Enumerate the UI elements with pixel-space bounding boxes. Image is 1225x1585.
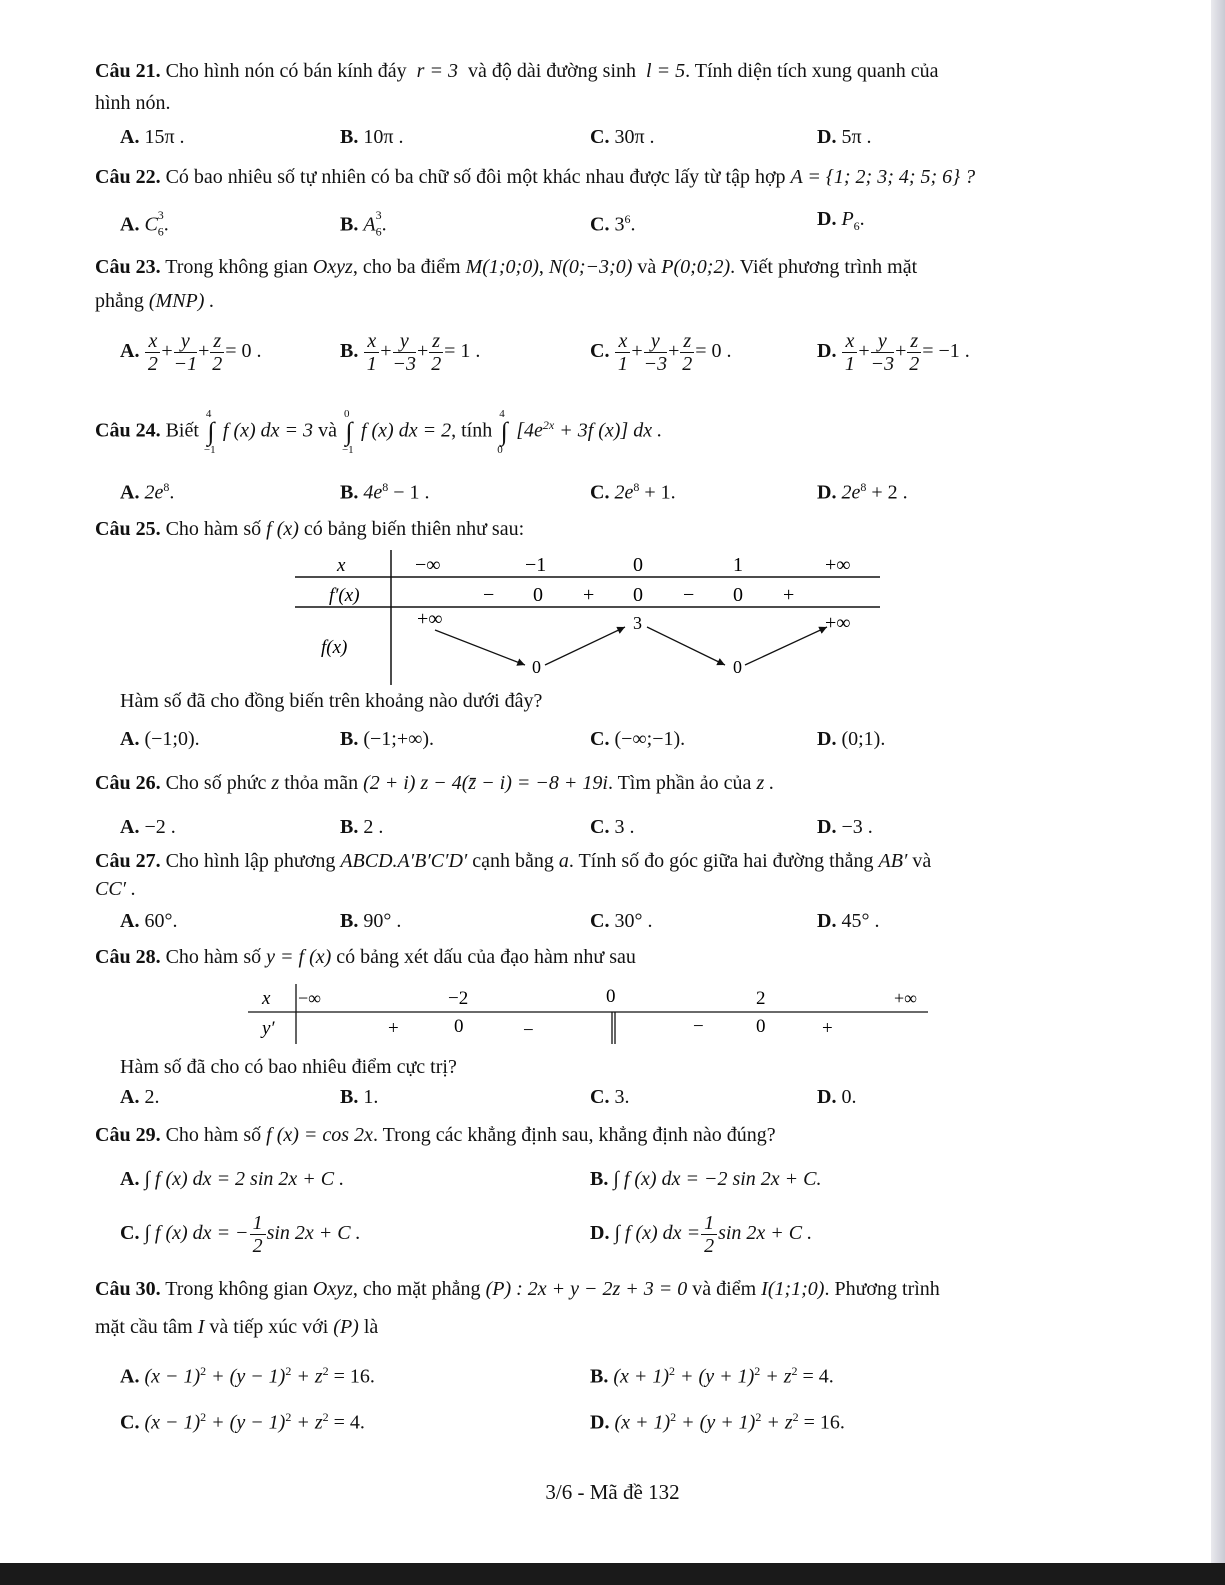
integral-sign: ∫ 4 −1	[203, 408, 216, 457]
question-label: Câu 30.	[95, 1278, 161, 1300]
page-footer: 3/6 - Mã đề 132	[545, 1480, 680, 1504]
sign: −	[693, 1016, 704, 1037]
question-label: Câu 29.	[95, 1124, 161, 1146]
x-value: −1	[525, 554, 547, 576]
x-value: −2	[448, 988, 469, 1009]
option-d[interactable]: D. 0.	[817, 1086, 857, 1108]
question-21-line2: hình nón.	[95, 92, 171, 114]
bottom-bar	[0, 1563, 1225, 1585]
option-b[interactable]: B. 90° .	[340, 910, 402, 932]
f-value: 3	[633, 613, 642, 633]
x-value: 0	[606, 986, 616, 1007]
yprime-label: y′	[262, 1018, 275, 1039]
x-value: −∞	[415, 554, 441, 576]
sign: −	[523, 1020, 534, 1041]
question-label: Câu 24.	[95, 419, 161, 442]
sign: −	[683, 584, 695, 606]
option-a[interactable]: A. $2e^8$.	[120, 480, 175, 504]
question-label: Câu 21.	[95, 60, 161, 82]
option-c[interactable]: C. $\frac{x}{1}$ + $\frac{y}{-3}$ + $\frac{z}{2}$ = 0 .	[590, 330, 732, 375]
option-c[interactable]: C. ∫ f (x) dx = − $\frac{1}{2}$ sin 2x + C .	[120, 1212, 361, 1257]
x-value: +∞	[825, 554, 851, 576]
sign: 0	[633, 584, 643, 606]
sign: 0	[533, 584, 543, 606]
sign: −	[483, 584, 495, 606]
option-c[interactable]: C. 30° .	[590, 910, 653, 932]
question-label: Câu 25.	[95, 518, 161, 540]
option-a[interactable]: A. −2 .	[120, 816, 176, 838]
question-label: Câu 23.	[95, 256, 161, 278]
question-30-line2: mặt cầu tâm I và tiếp xúc với (P) là	[95, 1316, 379, 1338]
x-value: 2	[756, 988, 766, 1009]
question-22	[95, 162, 1085, 192]
sign: +	[783, 584, 795, 606]
question-label: Câu 22.	[95, 166, 161, 188]
option-c[interactable]: C. $3^6$.	[590, 212, 636, 236]
option-d[interactable]: D. −3 .	[817, 816, 873, 838]
question-23-line2: phẳng (MNP) .	[95, 290, 215, 312]
question-30: Câu 30. Trong không gian Oxyz, cho mặt phẳng (P) : 2x + y − 2z + 3 = 0 và điểm I(1;1;0). Phương trình	[95, 1278, 940, 1300]
option-d[interactable]: D. $P_6$.	[817, 208, 865, 233]
option-a[interactable]: A. 2.	[120, 1086, 160, 1108]
option-a[interactable]: A. 60°.	[120, 910, 178, 932]
question-27-line2: CC′ .	[95, 878, 137, 900]
option-a[interactable]: A. $C_6^3$.	[120, 208, 169, 239]
x-label: x	[262, 988, 271, 1009]
option-b[interactable]: B. 2 .	[340, 816, 384, 838]
variation-table	[295, 545, 885, 690]
question-25-prompt: Hàm số đã cho đồng biến trên khoảng nào dưới đây?	[120, 690, 543, 712]
option-c[interactable]: C. $(x - 1)^2 + (y - 1)^2 + z^2 = 4$.	[120, 1410, 365, 1434]
option-d[interactable]: D. $\frac{x}{1}$ + $\frac{y}{-3}$ + $\frac{z}{2}$ = −1 .	[817, 330, 970, 375]
option-c[interactable]: C. 30π .	[590, 126, 655, 148]
integral-sign: ∫ 4 0	[497, 408, 508, 457]
sign: 0	[454, 1016, 464, 1037]
question-28-prompt: Hàm số đã cho có bao nhiêu điểm cực trị?	[120, 1056, 457, 1078]
sign: +	[822, 1018, 833, 1039]
option-d[interactable]: D. ∫ f (x) dx = $\frac{1}{2}$ sin 2x + C .	[590, 1212, 813, 1257]
math-expr: A = {1; 2; 3; 4; 5; 6} ?	[790, 166, 976, 188]
question-text: Cho hình nón có bán kính đáy	[165, 60, 407, 82]
option-a[interactable]: A. $(x - 1)^2 + (y - 1)^2 + z^2 = 16$.	[120, 1364, 375, 1388]
option-b[interactable]: B. 10π .	[340, 126, 404, 148]
option-c[interactable]: C. 3 .	[590, 816, 635, 838]
option-b[interactable]: B. $(x + 1)^2 + (y + 1)^2 + z^2 = 4$.	[590, 1364, 834, 1388]
question-27: Câu 27. Cho hình lập phương ABCD.A′B′C′D′ cạnh bằng a. Tính số đo góc giữa hai đường thẳng AB′ và	[95, 850, 932, 872]
option-d[interactable]: D. 45° .	[817, 910, 880, 932]
question-text: Có bao nhiêu số tự nhiên có ba chữ số đôi một khác nhau được lấy từ tập hợp	[165, 166, 786, 188]
x-value: 1	[733, 554, 743, 576]
f-value: +∞	[417, 608, 443, 630]
option-b[interactable]: B. $4e^8 - 1$ .	[340, 480, 430, 504]
question-29: Câu 29. Cho hàm số f (x) = cos 2x. Trong các khẳng định sau, khẳng định nào đúng?	[95, 1124, 776, 1146]
option-a[interactable]: A. (−1;0).	[120, 728, 200, 750]
math-expr: l = 5	[646, 60, 686, 82]
option-b[interactable]: B. ∫ f (x) dx = −2 sin 2x + C.	[590, 1168, 822, 1190]
option-c[interactable]: C. (−∞;−1).	[590, 728, 686, 750]
sign: +	[388, 1018, 399, 1039]
x-value: +∞	[894, 988, 917, 1008]
option-b[interactable]: B. (−1;+∞).	[340, 728, 435, 750]
option-c[interactable]: C. $2e^8 + 1$.	[590, 480, 676, 504]
option-b[interactable]: B. $\frac{x}{1}$ + $\frac{y}{-3}$ + $\frac{z}{2}$ = 1 .	[340, 330, 481, 375]
question-25: Câu 25. Cho hàm số f (x) có bảng biến thiên như sau:	[95, 518, 525, 540]
f-value: 0	[733, 657, 742, 677]
option-a[interactable]: A. 15π .	[120, 126, 185, 148]
sign: 0	[733, 584, 743, 606]
f-label: f(x)	[321, 637, 348, 658]
option-d[interactable]: D. 5π .	[817, 126, 872, 148]
x-value: −∞	[298, 988, 321, 1008]
x-value: 0	[633, 554, 643, 576]
sign: 0	[756, 1016, 766, 1037]
sign: +	[583, 584, 595, 606]
question-26: Câu 26. Cho số phức z thỏa mãn (2 + i) z − 4(z̄ − i) = −8 + 19i. Tìm phần ảo của z .	[95, 772, 775, 794]
question-24: Câu 24. Biết ∫ 4 −1 f (x) dx = 3 và ∫ 0 −1 f (x) dx = 2, tính ∫ 4 0 [$4e^{2x} + 3f$ (x)] dx .	[95, 408, 663, 457]
sign-table	[248, 982, 938, 1048]
question-label: Câu 28.	[95, 946, 161, 968]
f-value: +∞	[825, 612, 851, 634]
option-a[interactable]: A. $\frac{x}{2}$ + $\frac{y}{-1}$ + $\frac{z}{2}$ = 0 .	[120, 330, 262, 375]
x-label: x	[337, 555, 346, 576]
page-edge	[1211, 0, 1225, 1585]
option-b[interactable]: B. 1.	[340, 1086, 379, 1108]
option-d[interactable]: D. (0;1).	[817, 728, 886, 750]
question-28: Câu 28. Cho hàm số y = f (x) có bảng xét dấu của đạo hàm như sau	[95, 946, 636, 968]
question-label: Câu 26.	[95, 772, 161, 794]
math-expr: r = 3	[416, 60, 458, 82]
fprime-label: f′(x)	[329, 585, 360, 606]
integral-sign: ∫ 0 −1	[341, 408, 354, 457]
option-d[interactable]: D. $2e^8 + 2$ .	[817, 480, 908, 504]
option-d[interactable]: D. $(x + 1)^2 + (y + 1)^2 + z^2 = 16$.	[590, 1410, 845, 1434]
option-c[interactable]: C. 3.	[590, 1086, 630, 1108]
question-23: Câu 23. Trong không gian Oxyz, cho ba điểm M(1;0;0), N(0;−3;0) và P(0;0;2). Viết phương trình mặt	[95, 256, 918, 278]
question-text: và độ dài đường sinh	[467, 60, 637, 82]
question-21	[95, 56, 1085, 86]
question-text: . Tính diện tích xung quanh của	[685, 60, 939, 82]
option-b[interactable]: B. $A_6^3$.	[340, 208, 387, 239]
f-value: 0	[532, 657, 541, 677]
option-a[interactable]: A. ∫ f (x) dx = 2 sin 2x + C .	[120, 1168, 345, 1190]
question-label: Câu 27.	[95, 850, 161, 872]
